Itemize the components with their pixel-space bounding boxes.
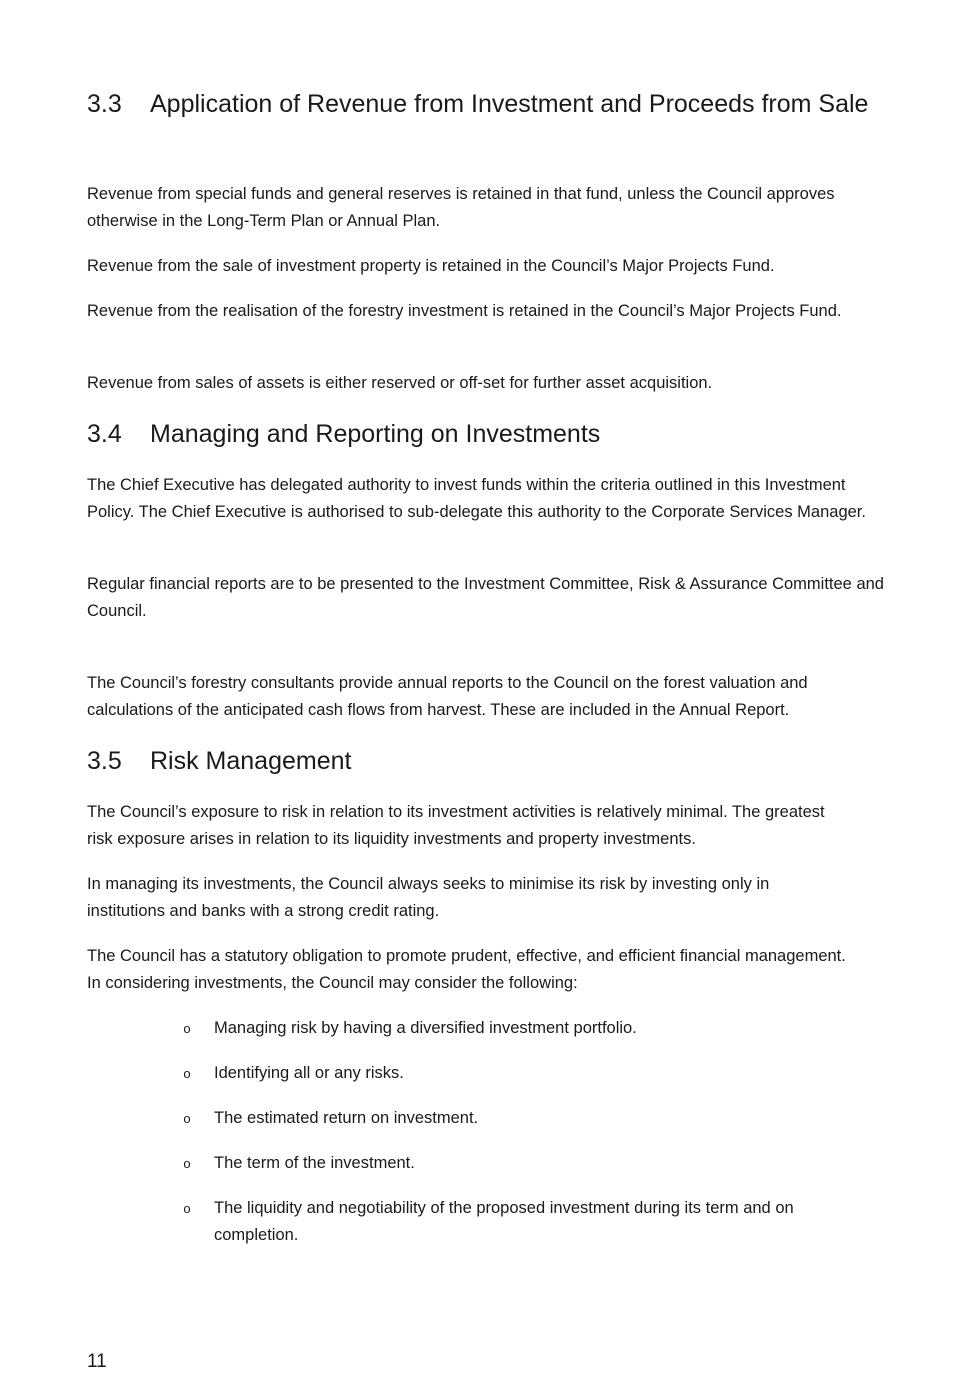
paragraph: Revenue from special funds and general reserves is retained in that fund, unless the Council approves otherwise in the Long-Term Plan or Annual Plan. bbox=[87, 185, 835, 230]
paragraph: Revenue from the realisation of the forestry investment is retained in the Council’s Major Projects Fund. bbox=[87, 302, 842, 320]
section-title: Managing and Reporting on Investments bbox=[150, 420, 601, 448]
section-number: 3.4 bbox=[87, 420, 122, 448]
section-heading bbox=[87, 85, 877, 124]
list-item bbox=[180, 1060, 880, 1087]
list-item-text: The liquidity and negotiability of the proposed investment during its term and on completion. bbox=[214, 1199, 794, 1244]
list-item-text: Managing risk by having a diversified investment portfolio. bbox=[214, 1019, 637, 1037]
paragraph: Revenue from sales of assets is either reserved or off-set for further asset acquisition. bbox=[87, 374, 713, 392]
paragraph: The Council’s forestry consultants provide annual reports to the Council on the forest valuation and calculations of the anticipated cash flows from harvest. These are included in the Annual Report. bbox=[87, 674, 808, 719]
paragraph: In managing its investments, the Council always seeks to minimise its risk by investing only in institutions and banks with a strong credit rating. bbox=[87, 875, 770, 920]
paragraph: The Chief Executive has delegated authority to invest funds within the criteria outlined in this Investment Policy. The Chief Executive is authorised to sub-delegate this authority to the Corporate Services Manager. bbox=[87, 476, 866, 521]
bullet-icon: o bbox=[183, 1156, 191, 1171]
paragraph: Regular financial reports are to be presented to the Investment Committee, Risk & Assurance Committee and Council. bbox=[87, 575, 884, 620]
bullet-icon: o bbox=[183, 1021, 191, 1036]
list-item bbox=[180, 1015, 880, 1042]
list-item-text: The term of the investment. bbox=[214, 1154, 415, 1172]
section-title: Application of Revenue from Investment and Proceeds from Sale bbox=[150, 90, 869, 118]
section-heading bbox=[87, 742, 351, 781]
list-item-text: The estimated return on investment. bbox=[214, 1109, 479, 1127]
section-number: 3.5 bbox=[87, 747, 122, 775]
list-item bbox=[180, 1105, 880, 1132]
list-item-text: Identifying all or any risks. bbox=[214, 1064, 404, 1082]
section-heading bbox=[87, 415, 600, 454]
section-title: Risk Management bbox=[150, 747, 352, 775]
bullet-icon: o bbox=[183, 1066, 191, 1081]
paragraph: The Council’s exposure to risk in relation to its investment activities is relatively minimal. The greatest risk exposure arises in relation to its liquidity investments and property investments. bbox=[87, 803, 825, 848]
bullet-icon: o bbox=[183, 1201, 191, 1216]
section-number: 3.3 bbox=[87, 90, 122, 118]
paragraph: Revenue from the sale of investment property is retained in the Council’s Major Projects Fund. bbox=[87, 257, 775, 275]
list-item bbox=[180, 1150, 880, 1177]
page-number: 11 bbox=[87, 1351, 107, 1372]
bullet-icon: o bbox=[183, 1111, 191, 1126]
paragraph: The Council has a statutory obligation to promote prudent, effective, and efficient financial management. In considering investments, the Council may consider the following: bbox=[87, 947, 846, 992]
list-item bbox=[180, 1195, 870, 1249]
